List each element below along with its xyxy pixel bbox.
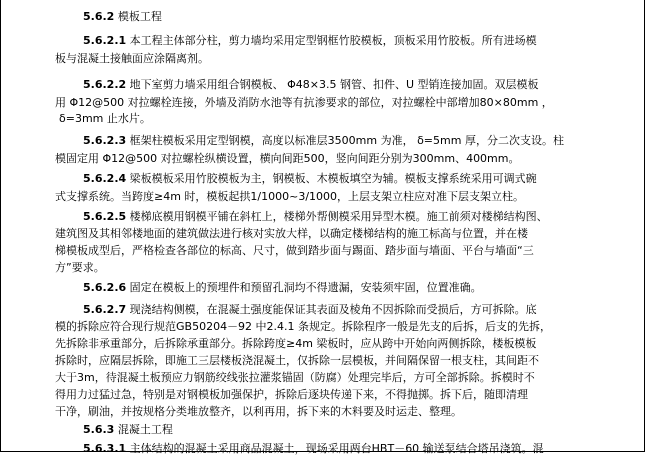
line-text: 干净，刷油，并按规格分类堆放整齐，以利再用，拆下来的木料要及时运走、整理。 (55, 405, 462, 418)
text-line (55, 52, 209, 65)
text-line (55, 152, 520, 165)
text-line (83, 10, 162, 23)
line-text: 本工程主体部分柱，剪力墙均采用定型钢框竹胶模板，顶板采用竹胶板。所有进场模 (126, 34, 537, 47)
line-text: 板与混凝土接触面应涂隔离剂。 (55, 52, 209, 65)
line-text: 现浇结构侧模，在混凝土强度能保证其表面及棱角不因拆除而受损后，方可拆除。底 (126, 303, 537, 316)
text-line (55, 354, 539, 367)
line-text: 用 Φ12@500 对拉螺栓连接，外墙及消防水池等有抗渗要求的部位，对拉螺栓中部增加80×80mm ， (55, 96, 553, 109)
text-line (59, 112, 151, 125)
line-text: 得用力过猛过急，特别是对钢模板加强保护，拆除后逐块传递下来，不得抛掷。拆下后，随即清理 (55, 388, 528, 401)
text-line (83, 134, 564, 147)
line-text: 模板工程 (114, 10, 162, 23)
line-text: 式支撑系统。当跨度≥4m 时，模板起拱1/1000~3/1000，上层支架立柱应对准下层支架立柱。 (55, 190, 525, 203)
text-line (55, 244, 534, 257)
section-number: 5.6.2.4 (83, 172, 127, 185)
text-line (55, 320, 551, 333)
section-number: 5.6.2.6 (83, 281, 127, 294)
text-line (83, 281, 482, 294)
line-text: 框架柱模板采用定型钢模，高度以标准层3500mm 为准， δ=5mm 厚，分二次支设。柱 (126, 134, 564, 147)
section-number: 5.6.2.7 (83, 303, 127, 316)
line-text: 先拆除非承重部分，后拆除承重部分。拆除跨度≥4m 梁板时，应从跨中开始向两侧拆除，楼板模板 (55, 337, 537, 350)
text-line (55, 96, 553, 109)
text-line (55, 371, 535, 384)
line-text: 拆除时，应隔层拆除，即施工三层楼板浇混凝土，仅拆除一层模板，并间隔保留一根支柱，其间距不 (55, 354, 539, 367)
section-number: 5.6.2.1 (83, 34, 127, 47)
section-number: 5.6.2.2 (83, 78, 127, 91)
text-line (83, 303, 537, 316)
line-text: 主体结构的混凝土采用商品混凝土，现场采用两台HBT－60 输送泵结合塔吊浇筑。混 (126, 442, 544, 455)
line-text: 固定在模板上的预埋件和预留孔洞均不得遗漏，安装须牢固，位置准确。 (126, 281, 482, 294)
line-text: 建筑图及其相邻楼地面的建筑做法进行核对实放大样，以确定楼梯结构的施工标高与位置，并在楼 (55, 227, 528, 240)
text-line (55, 337, 536, 350)
line-text: 大于3m，待混凝土板预应力钢筋绞线张拉灌浆锚固（防腐）处理完毕后，方可全部拆除。拆模时不 (55, 371, 535, 384)
line-text: 梁板模板采用竹胶模板为主，钢模板、木模板填空为辅。模板支撑系统采用可调式碗 (126, 172, 537, 185)
line-text: 模的拆除应符合现行规范GB50204－92 中2.4.1 条规定。拆除程序一般是先支的后拆，后支的先拆， (55, 320, 552, 333)
text-line (83, 210, 548, 223)
text-line (55, 405, 462, 418)
line-text: 地下室剪力墙采用组合钢模板、 Φ48×3.5 钢管、扣件、U 型销连接加固。双层模板 (126, 78, 539, 91)
line-text: 梯模板成型后，严格检查各部位的标高、尺寸，做到踏步面与踢面、踏步面与墙面、平台与墙面“三 (55, 244, 534, 257)
line-text: 混凝土工程 (114, 423, 173, 436)
text-line (55, 261, 105, 274)
text-line (83, 423, 173, 436)
section-number: 5.6.2 (83, 10, 115, 23)
text-line (83, 442, 544, 455)
text-line (83, 34, 537, 47)
text-line (83, 78, 539, 91)
text-line (55, 227, 528, 240)
line-text: 楼梯底模用钢模平铺在斜杠上，楼梯外帮侧模采用异型木模。施工前须对楼梯结构图、 (126, 210, 548, 223)
section-number: 5.6.3.1 (83, 442, 127, 455)
text-line (55, 190, 524, 203)
line-text: 模固定用 Φ12@500 对拉螺栓纵横设置，横向间距500，竖向间距分别为300mm、400mm。 (55, 152, 520, 165)
section-number: 5.6.2.5 (83, 210, 127, 223)
section-number: 5.6.2.3 (83, 134, 127, 147)
section-number: 5.6.3 (83, 423, 115, 436)
text-line (55, 388, 528, 401)
line-text: δ=3mm 止水片。 (59, 112, 151, 125)
text-line (83, 172, 537, 185)
line-text: 方”要求。 (55, 261, 105, 274)
